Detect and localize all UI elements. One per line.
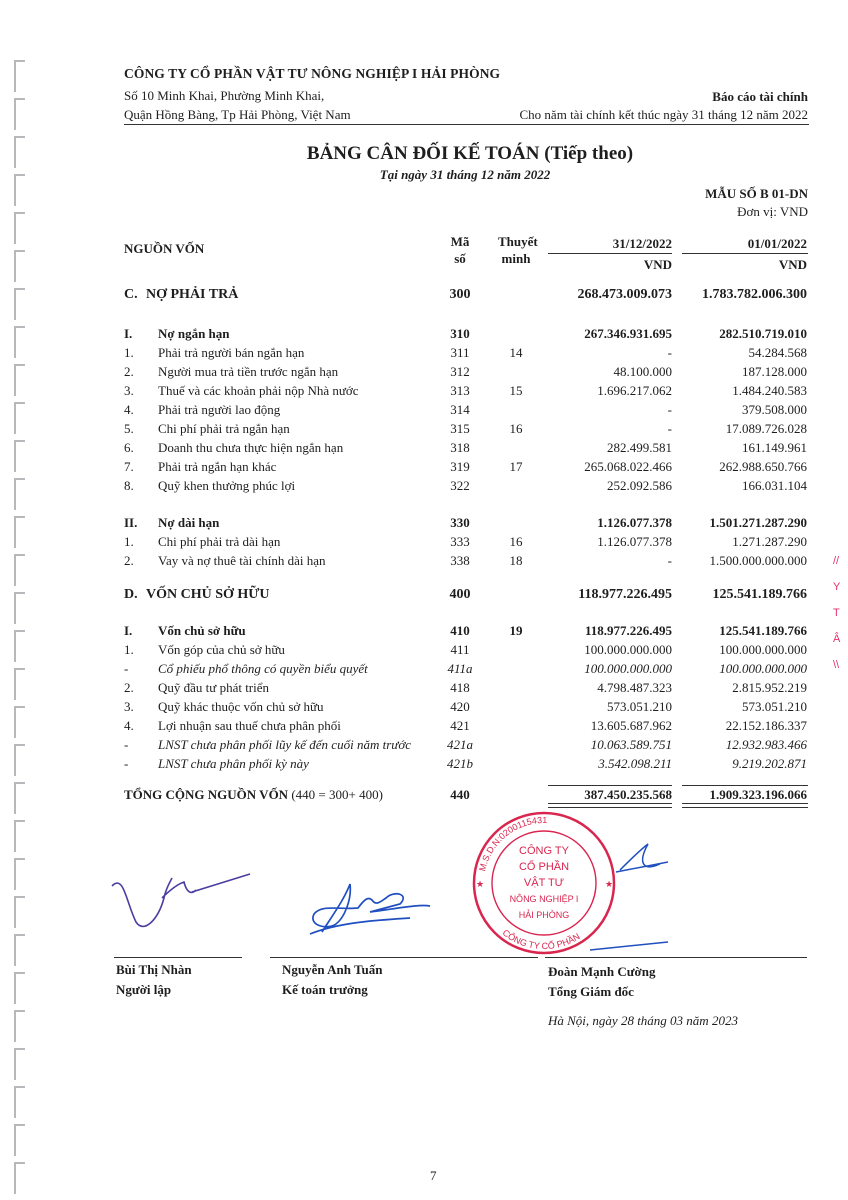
signature-director [590, 844, 668, 950]
binder-hole-mark [14, 782, 25, 814]
table-row [0, 363, 848, 382]
header-code-line2: số [454, 251, 466, 266]
header-period2-unit: VND [778, 257, 807, 272]
row-label: LNST chưa phân phối kỳ này [158, 756, 309, 771]
header-note-line1: Thuyết [498, 234, 538, 249]
row-label: Quỹ khác thuộc vốn chủ sở hữu [158, 699, 324, 714]
header-period1: 31/12/2022 [612, 236, 672, 251]
edge-stamp-mark: T [833, 607, 840, 619]
row-value-2022-12-31: 268.473.009.073 [577, 287, 672, 302]
row-number: 4. [124, 402, 134, 417]
row-code: 330 [450, 515, 470, 530]
signatory-preparer-role: Người lập [116, 982, 172, 997]
row-note: 19 [509, 623, 523, 638]
binder-hole-mark [14, 896, 25, 928]
table-row [0, 401, 848, 420]
row-number: I. [124, 623, 133, 638]
row-number: 7. [124, 459, 134, 474]
row-code: 421 [450, 718, 470, 733]
row-number: 1. [124, 345, 134, 360]
row-value-2022-12-31: 1.126.077.378 [597, 515, 672, 530]
row-label: VỐN CHỦ SỞ HỮU [146, 587, 270, 602]
row-label: Chi phí phải trả dài hạn [158, 534, 281, 549]
header-period1-unit: VND [643, 257, 672, 272]
signatory-director-name: Đoàn Mạnh Cường [548, 964, 656, 979]
row-code: 418 [450, 680, 470, 695]
row-code: 312 [450, 364, 470, 379]
row-number: 3. [124, 383, 134, 398]
table-row [0, 477, 848, 496]
total-code: 440 [450, 787, 470, 802]
table-row [0, 679, 848, 698]
total-v1-topline [548, 785, 672, 786]
edge-stamp-mark: \\ [833, 659, 840, 671]
company-stamp [470, 810, 670, 956]
binder-hole-mark [14, 98, 25, 130]
signatory-director-role: Tổng Giám đốc [548, 984, 634, 999]
row-label: Nợ ngắn hạn [158, 326, 230, 341]
row-number: 3. [124, 699, 134, 714]
row-code: 300 [449, 287, 471, 302]
header-period2-rule [682, 253, 808, 254]
table-row [0, 622, 848, 641]
signature-scribbles [100, 860, 460, 955]
row-label: Người mua trả tiền trước ngắn hạn [158, 364, 339, 379]
row-label: Phải trả người lao động [158, 402, 281, 417]
total-v2-topline [682, 785, 808, 786]
company-address-line1: Số 10 Minh Khai, Phường Minh Khai, [124, 88, 325, 103]
stamp-line: NÔNG NGHIỆP I [509, 894, 579, 904]
header-period2: 01/01/2022 [747, 236, 807, 251]
row-label: Thuế và các khoản phải nộp Nhà nước [158, 383, 359, 398]
row-value-2022-12-31: 265.068.022.466 [584, 459, 672, 474]
row-label: Quỹ đầu tư phát triển [158, 680, 270, 695]
row-code: 311 [450, 345, 470, 360]
row-label: Phải trả ngắn hạn khác [158, 459, 277, 474]
table-row [0, 755, 848, 774]
binder-hole-mark [14, 212, 25, 244]
row-value-2022-01-01: 2.815.952.219 [732, 680, 807, 695]
row-label: Lợi nhuận sau thuế chưa phân phối [158, 718, 341, 733]
signature-line-director [545, 957, 807, 958]
header-name: NGUỒN VỐN [124, 241, 205, 256]
row-label: Vay và nợ thuê tài chính dài hạn [158, 553, 326, 568]
total-v2-double-underline [682, 803, 808, 808]
stamp-line: CÔNG TY [519, 845, 569, 857]
page-title: BẢNG CÂN ĐỐI KẾ TOÁN (Tiếp theo) [306, 143, 634, 164]
stamp-line: VẬT TƯ [523, 877, 565, 889]
row-note: 16 [509, 534, 523, 549]
row-value-2022-12-31: 13.605.687.962 [590, 718, 672, 733]
row-code: 421a [447, 737, 473, 752]
table-row [0, 439, 848, 458]
row-code: 314 [450, 402, 470, 417]
page-subtitle: Tại ngày 31 tháng 12 năm 2022 [379, 167, 551, 182]
row-label: Chi phí phải trả ngắn hạn [158, 421, 290, 436]
row-value-2022-01-01: 125.541.189.766 [719, 623, 807, 638]
total-v1-double-underline [548, 803, 672, 808]
table-row [0, 420, 848, 439]
signatory-accountant-role: Kế toán trưởng [282, 982, 368, 997]
place-and-date: Hà Nội, ngày 28 tháng 03 năm 2023 [548, 1013, 738, 1028]
table-row [0, 717, 848, 736]
table-row [0, 382, 848, 401]
stamp-line: HẢI PHÒNG [518, 910, 570, 920]
row-value-2022-01-01: 100.000.000.000 [719, 661, 807, 676]
row-note: 18 [509, 553, 523, 568]
row-value-2022-01-01: 100.000.000.000 [719, 642, 807, 657]
total-v2: 1.909.323.196.066 [709, 787, 807, 802]
binder-hole-mark [14, 1010, 25, 1042]
binder-hole-mark [14, 1086, 25, 1118]
row-value-2022-01-01: 1.484.240.583 [732, 383, 807, 398]
row-code: 338 [450, 553, 470, 568]
row-number: 2. [124, 680, 134, 695]
currency-unit: Đơn vị: VND [737, 204, 808, 219]
signatory-accountant-name: Nguyễn Anh Tuấn [282, 962, 383, 977]
row-label: Doanh thu chưa thực hiện ngắn hạn [158, 440, 344, 455]
row-code: 411 [450, 642, 470, 657]
row-note: 16 [509, 421, 523, 436]
table-row [0, 641, 848, 660]
row-label: LNST chưa phân phối lũy kế đến cuối năm trước [158, 737, 412, 752]
row-number: II. [124, 515, 138, 530]
row-number: 1. [124, 534, 134, 549]
header-period1-rule [548, 253, 672, 254]
row-number: - [124, 756, 129, 771]
row-number: - [124, 737, 129, 752]
total-label [124, 787, 383, 803]
row-value-2022-12-31: 4.798.487.323 [597, 680, 672, 695]
row-note: 15 [509, 383, 523, 398]
row-code: 315 [450, 421, 470, 436]
binder-hole-mark [14, 1048, 25, 1080]
row-value-2022-12-31: 100.000.000.000 [584, 661, 672, 676]
stamp-line: CỔ PHẦN [518, 861, 570, 873]
row-value-2022-01-01: 17.089.726.028 [725, 421, 807, 436]
row-value-2022-01-01: 282.510.719.010 [719, 326, 807, 341]
row-note: 14 [509, 345, 523, 360]
row-code: 333 [450, 534, 470, 549]
row-code: 313 [450, 383, 470, 398]
binder-hole-mark [14, 820, 25, 852]
row-value-2022-01-01: 125.541.189.766 [712, 587, 807, 602]
row-value-2022-12-31: 3.542.098.211 [598, 756, 672, 771]
row-number: D. [124, 587, 138, 602]
row-code: 319 [450, 459, 470, 474]
row-value-2022-01-01: 187.128.000 [742, 364, 807, 379]
header-note-line2: minh [501, 251, 531, 266]
stamp-star-right-icon: ★ [605, 879, 614, 889]
signatory-preparer-name: Bùi Thị Nhàn [116, 962, 192, 977]
table-row [0, 458, 848, 477]
binder-hole-mark [14, 60, 25, 92]
row-number: 2. [124, 553, 134, 568]
row-note: 17 [509, 459, 523, 474]
row-number: 6. [124, 440, 134, 455]
row-value-2022-12-31: - [667, 402, 672, 417]
row-value-2022-12-31: 573.051.210 [607, 699, 672, 714]
table-row [0, 286, 848, 305]
row-number: C. [124, 287, 138, 302]
signature-chief-accountant [310, 884, 430, 934]
signature-line-accountant [270, 957, 538, 958]
row-value-2022-12-31: 118.977.226.495 [584, 623, 672, 638]
page-number: 7 [430, 1168, 437, 1183]
binder-hole-mark [14, 972, 25, 1004]
report-type: Báo cáo tài chính [712, 89, 808, 104]
row-value-2022-01-01: 9.219.202.871 [732, 756, 807, 771]
row-code: 420 [450, 699, 470, 714]
total-v1: 387.450.235.568 [584, 787, 672, 802]
row-label: Phải trả người bán ngắn hạn [158, 345, 305, 360]
table-row [0, 660, 848, 679]
row-value-2022-12-31: 100.000.000.000 [584, 642, 672, 657]
stamp-bottom-text: CÔNG TY CỔ PHẦN [500, 927, 582, 952]
total-formula: (440 = 300+ 400) [291, 787, 383, 802]
table-row [0, 736, 848, 755]
row-value-2022-01-01: 379.508.000 [742, 402, 807, 417]
row-label: NỢ PHẢI TRẢ [146, 287, 239, 302]
row-value-2022-12-31: - [667, 421, 672, 436]
row-number: 1. [124, 642, 134, 657]
row-code: 411a [447, 661, 473, 676]
row-label: Quỹ khen thưởng phúc lợi [158, 478, 296, 493]
row-value-2022-12-31: 10.063.589.751 [590, 737, 672, 752]
row-value-2022-12-31: 252.092.586 [607, 478, 672, 493]
row-code: 410 [450, 623, 470, 638]
header-code-line1: Mã [450, 234, 470, 249]
table-row [0, 325, 848, 344]
table-row [0, 552, 848, 571]
row-value-2022-01-01: 1.783.782.006.300 [702, 287, 807, 302]
edge-stamp-mark: // [833, 555, 840, 567]
row-value-2022-12-31: 48.100.000 [613, 364, 672, 379]
row-value-2022-01-01: 573.051.210 [742, 699, 807, 714]
form-code: MẪU SỐ B 01-DN [705, 186, 808, 201]
row-code: 400 [449, 587, 471, 602]
signature-line-preparer [114, 957, 242, 958]
binder-hole-mark [14, 250, 25, 282]
row-label: Nợ dài hạn [158, 515, 220, 530]
edge-stamp-mark: Y [833, 581, 841, 593]
binder-hole-mark [14, 1162, 25, 1194]
edge-stamp-fragment [833, 548, 848, 678]
table-row [0, 344, 848, 363]
row-value-2022-01-01: 22.152.186.337 [725, 718, 807, 733]
row-value-2022-12-31: - [667, 553, 672, 568]
company-address-line2: Quận Hồng Bàng, Tp Hải Phòng, Việt Nam [124, 107, 351, 122]
header-divider [124, 124, 809, 125]
row-number: - [124, 661, 129, 676]
row-label: Vốn góp của chủ sở hữu [158, 642, 285, 657]
row-value-2022-01-01: 1.500.000.000.000 [709, 553, 807, 568]
row-value-2022-12-31: 1.126.077.378 [597, 534, 672, 549]
row-label: Vốn chủ sở hữu [158, 623, 246, 638]
table-row [0, 586, 848, 605]
row-code: 322 [450, 478, 470, 493]
row-number: 2. [124, 364, 134, 379]
row-value-2022-01-01: 161.149.961 [742, 440, 807, 455]
report-period: Cho năm tài chính kết thúc ngày 31 tháng 12 năm 2022 [519, 107, 808, 122]
company-name: CÔNG TY CỔ PHẦN VẬT TƯ NÔNG NGHIỆP I HẢI PHÒNG [124, 66, 501, 81]
row-value-2022-01-01: 12.932.983.466 [725, 737, 807, 752]
row-value-2022-12-31: 118.977.226.495 [578, 587, 672, 602]
stamp-ring-text: M.S.D.N:0200115431 [477, 814, 548, 873]
binder-hole-mark [14, 858, 25, 890]
row-number: 4. [124, 718, 134, 733]
row-number: 8. [124, 478, 134, 493]
signature-preparer [112, 874, 250, 926]
total-label-text: TỔNG CỘNG NGUỒN VỐN [124, 787, 289, 802]
table-row [0, 698, 848, 717]
row-value-2022-12-31: 1.696.217.062 [597, 383, 672, 398]
row-value-2022-12-31: 282.499.581 [607, 440, 672, 455]
row-value-2022-12-31: - [667, 345, 672, 360]
table-row [0, 533, 848, 552]
row-value-2022-12-31: 267.346.931.695 [584, 326, 672, 341]
row-value-2022-01-01: 262.988.650.766 [719, 459, 807, 474]
row-value-2022-01-01: 166.031.104 [742, 478, 807, 493]
row-code: 421b [447, 756, 473, 771]
binder-hole-mark [14, 934, 25, 966]
row-value-2022-01-01: 54.284.568 [748, 345, 807, 360]
edge-stamp-mark: Â [833, 633, 841, 645]
row-value-2022-01-01: 1.271.287.290 [732, 534, 807, 549]
row-code: 310 [450, 326, 470, 341]
row-number: 5. [124, 421, 134, 436]
row-value-2022-01-01: 1.501.271.287.290 [709, 515, 807, 530]
table-row [0, 514, 848, 533]
binder-hole-mark [14, 1124, 25, 1156]
row-code: 318 [450, 440, 470, 455]
row-number: I. [124, 326, 133, 341]
stamp-star-left-icon: ★ [476, 879, 485, 889]
row-label: Cổ phiếu phổ thông có quyền biểu quyết [158, 661, 368, 676]
